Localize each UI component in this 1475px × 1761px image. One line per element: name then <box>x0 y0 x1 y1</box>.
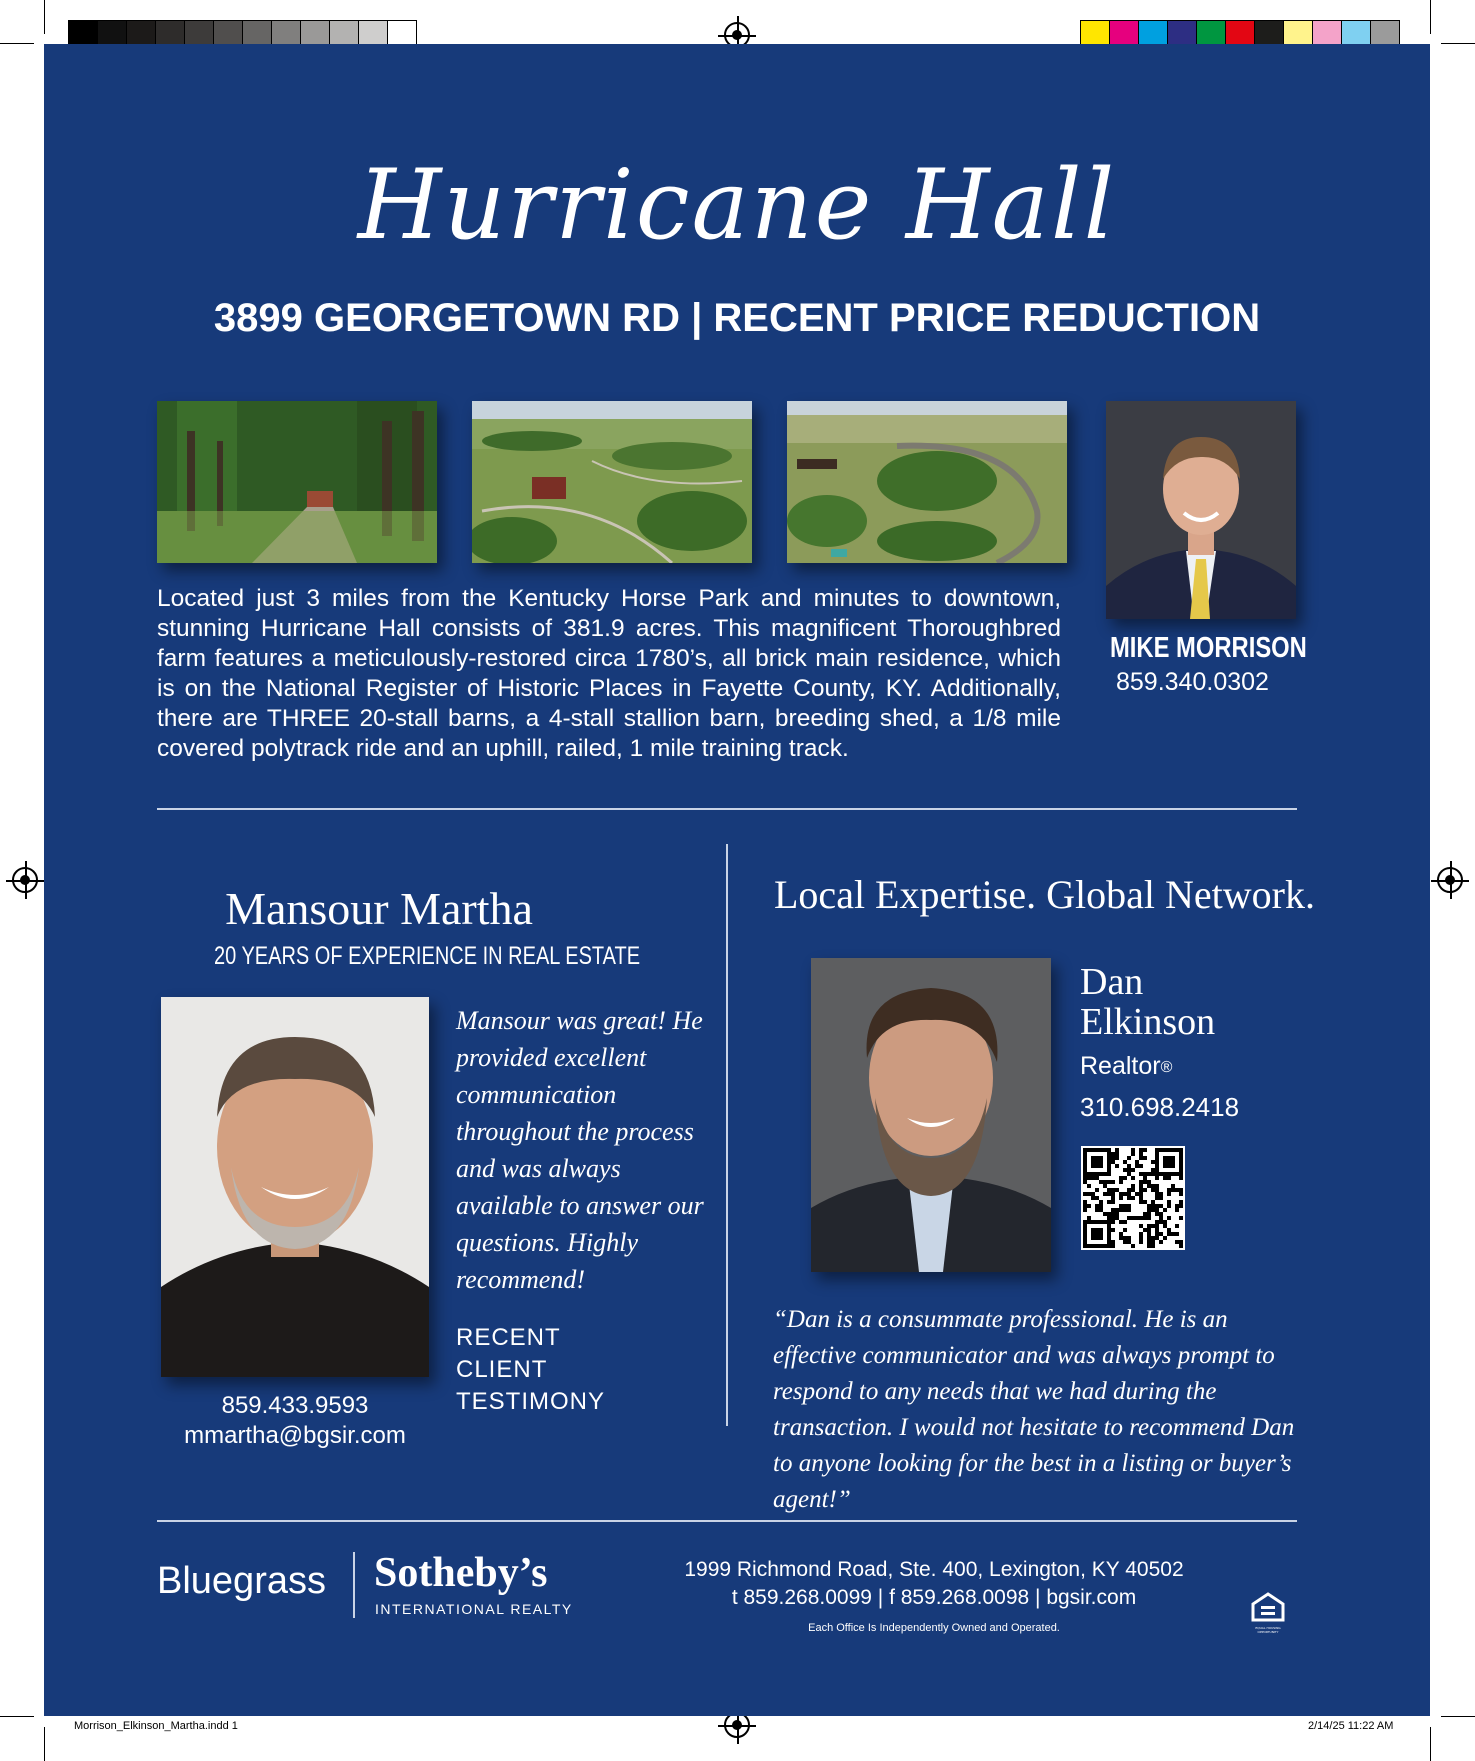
office-contact: t 859.268.0099 | f 859.268.0098 | bgsir.com <box>731 1586 1137 1609</box>
crop-mark <box>1441 43 1475 44</box>
crop-mark <box>1430 0 1431 34</box>
agent-phone-dan-elkinson: 310.698.2418 <box>1080 1092 1240 1122</box>
equal-housing-text: EQUAL HOUSING OPPORTUNITY <box>1255 1626 1281 1634</box>
client-quote-mansour-martha: Mansour was great! He provided excellent communication throughout the process and was always available to answer our questions. Highly recommend! <box>456 1006 704 1294</box>
listing-subtitle: 3899 GEORGETOWN RD | RECENT PRICE REDUCTION <box>213 296 1261 340</box>
agent-name-mansour-martha: Mansour Martha <box>225 883 533 934</box>
qr-code-icon[interactable] <box>1081 1146 1185 1250</box>
crop-mark <box>44 0 45 34</box>
client-quote-dan-elkinson: “Dan is a consummate professional. He is an effective communicator and was always prompt to respond to any needs that we had during the transaction. I would not hesitate to recommend Dan to anyone looking for the best in a listing or buyer’s agent!” <box>773 1306 1295 1513</box>
registered-mark: ® <box>1160 1059 1173 1076</box>
print-filename: Morrison_Elkinson_Martha.indd 1 <box>74 1720 238 1732</box>
photo-aerial-farm <box>472 401 752 563</box>
crop-mark <box>1441 1716 1475 1717</box>
footer-divider <box>157 1520 1297 1522</box>
crop-mark <box>0 43 34 44</box>
agent-photo-dan-elkinson <box>811 958 1051 1272</box>
agent-role-dan-elkinson <box>1080 1052 1172 1081</box>
column-divider <box>726 844 728 1426</box>
crop-mark <box>1430 1727 1431 1761</box>
agent-photo-mike-morrison <box>1106 401 1296 619</box>
equal-housing-icon <box>1250 1592 1286 1634</box>
agent-phone-mike-morrison: 859.340.0302 <box>1116 668 1269 696</box>
agent-photo-mansour-martha <box>161 997 429 1377</box>
crop-mark <box>0 1716 34 1717</box>
photo-aerial-track <box>787 401 1067 563</box>
registration-mark-icon <box>1437 867 1463 893</box>
elkinson-headline: Local Expertise. Global Network. <box>774 872 1315 917</box>
brand-divider <box>353 1552 355 1618</box>
agent-name-mike-morrison: MIKE MORRISON <box>1110 632 1307 664</box>
brand-bluegrass: Bluegrass <box>157 1560 326 1602</box>
registration-mark-icon <box>12 867 38 893</box>
office-address: 1999 Richmond Road, Ste. 400, Lexington, KY 40502 <box>684 1558 1184 1581</box>
agent-first-name-dan-elkinson: Dan <box>1080 961 1144 1003</box>
quote-label-text: RECENT CLIENT TESTIMONY <box>456 1324 606 1415</box>
agent-tagline-mansour-martha: 20 YEARS OF EXPERIENCE IN REAL ESTATE <box>214 942 641 970</box>
ad-panel <box>44 44 1430 1716</box>
section-divider <box>157 808 1297 810</box>
quote-label-mansour-martha <box>456 1322 636 1418</box>
agent-last-name-dan-elkinson: Elkinson <box>1080 1001 1216 1043</box>
brand-subtitle: INTERNATIONAL REALTY <box>375 1601 573 1617</box>
office-disclaimer: Each Office Is Independently Owned and Operated. <box>808 1622 1060 1634</box>
listing-description: Located just 3 miles from the Kentucky Horse Park and minutes to downtown, stunning Hurricane Hall consists of 381.9 acres. This magnificent Thoroughbred farm features a meticulously-restored circa 1780’s, all brick main residence, which is on the National Register of Historic Places in Fayette County, KY. Additionally, there are THREE 20-stall barns, a 4-stall stallion barn, breeding shed, a 1/8 mile covered polytrack ride and an uphill, railed, 1 mile training track. <box>157 585 1061 762</box>
listing-title: Hurricane Hall <box>357 149 1117 261</box>
agent-role-text: Realtor <box>1080 1052 1161 1080</box>
crop-mark <box>44 1727 45 1761</box>
print-datestamp: 2/14/25 11:22 AM <box>1308 1720 1394 1732</box>
photo-tree-lined-drive <box>157 401 437 563</box>
agent-phone-mansour-martha: 859.433.9593 <box>221 1392 369 1419</box>
agent-email-mansour-martha[interactable]: mmartha@bgsir.com <box>184 1422 406 1449</box>
brand-sothebys: Sotheby’s <box>374 1550 548 1596</box>
